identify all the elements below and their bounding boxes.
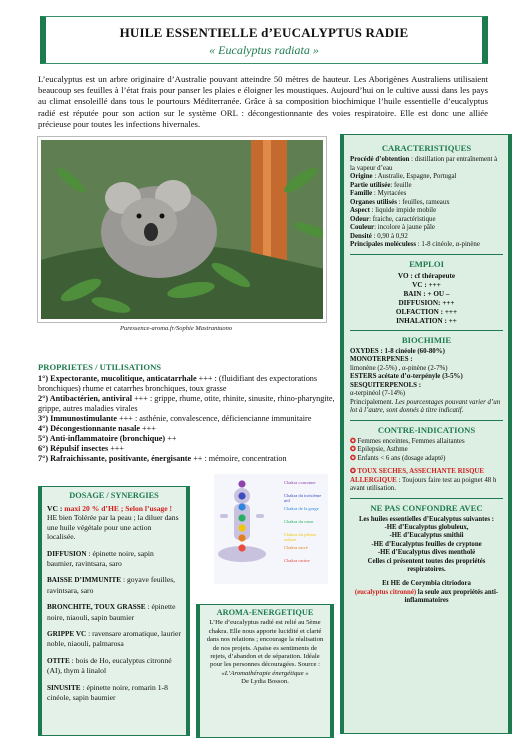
dosage-entry: GRIPPE VC : ravensare aromatique, laurier noble, niaouli, palmarosa xyxy=(47,629,181,649)
aroma-box xyxy=(196,604,334,738)
char-row: Famille : Myrtacées xyxy=(350,190,407,197)
aroma-author: De Lydia Bosson. xyxy=(241,678,289,686)
chakra-dot-crown xyxy=(238,480,245,487)
property-item: 3°) Immunostimulante +++ : asthénie, convalescence, déficiencianne immunitaire xyxy=(38,414,312,423)
dosage-entry: DIFFUSION : épinette noire, sapin baumier, ravintsara, saro xyxy=(47,548,154,569)
contra-list: ✪ Femmes enceintes, Femmes allaitantes ✪ Epilepsie, Asthme ✪ Enfants < 6 ans (dosage adapté) ✪ TOUX SECHES, ASSECHANTE RISQUE ALLERGIQUE : Toujours faire test au poignet 48 h avant utilisation. xyxy=(350,437,497,492)
property-item: 7°) Rafraichissante, positivante, énergisante ++ : mémoire, concentration xyxy=(38,454,287,463)
chakra-label: Chakra du plexus solaire xyxy=(284,532,317,542)
divider xyxy=(350,330,503,331)
chakra-label: Chakra du cœur xyxy=(284,519,314,524)
contra-heading: CONTRE-INDICATIONS xyxy=(377,424,476,435)
chakra-figure xyxy=(214,474,328,584)
confusion-list: Les huiles essentielles d’Eucalyptus suivantes : -HE d’Eucalyptus globuleux, -HE d’Eucalyptus smithii -HE d’Eucalyptus feuilles de cryptone -HE d’Eucalyptus dives mentholé Celles ci présentent toutes des propriétés respiratoires. Et HE de Corymbia citriodora (eucalyptus citronné) la seule aux propriétés anti-inflammatoires xyxy=(354,515,499,605)
aroma-text: L’He d’eucalyptus radié est relié au 5ème chakra. Elle nous apporte lucidité et clarté dans nos relations ; encourage la réalisation de nos projets. Apaise es sentiments de rejets, d’abandon et de séparation. Idéale pour les personnes découragées. Source : xyxy=(206,619,324,669)
dosage-entry: BRONCHITE, TOUX GRASSE : épinette noire, niaouli, sapin baumier xyxy=(47,602,176,622)
chakra-label: Chakra de la gorge xyxy=(284,506,319,511)
char-row: Aspect : liquide impide mobile xyxy=(350,207,437,214)
char-row: Procédé d’obtention : distillation par entraînement à la vapeur d’eau xyxy=(350,156,498,172)
property-item: 2°) Antibactérien, antiviral +++ : grippe, rhume, otite, rhinite, sinusite, rhino-pharyngite, grippe, autres maladies virales xyxy=(38,394,335,413)
char-row: Principales moléculess : 1-8 cinéole, α-pinène xyxy=(350,241,480,248)
property-item: 4°) Décongestionnante nasale +++ xyxy=(38,424,156,433)
dosage-heading: DOSAGE / SYNERGIES xyxy=(69,491,159,500)
title-box xyxy=(40,16,488,64)
chakra-label: Chakra sacré xyxy=(284,545,308,550)
properties-heading: PROPRIETES / UTILISATIONS xyxy=(38,362,162,372)
chakra-dot-sacral xyxy=(238,534,245,541)
divider xyxy=(350,498,503,499)
right-column xyxy=(340,134,512,734)
chakra-dot-throat xyxy=(238,503,245,510)
confusion-heading: NE PAS CONFONDRE AVEC xyxy=(370,502,483,513)
aroma-source: «L’Aromathérapie énergétique » xyxy=(221,669,309,677)
dosage-entry: SINUSITE : épinette noire, romarin 1-8 cinéole, sapin baumier xyxy=(47,682,168,703)
char-row: Densité : 0,90 à 0,92 xyxy=(350,232,408,240)
characteristics-list xyxy=(350,156,503,250)
char-row: Couleur: incolore à jaune pâle xyxy=(350,224,435,231)
chakra-dot-solar xyxy=(238,524,245,531)
dosage-entry: OTITE : bois de Ho, eucalyptus citronné (AI), thym à linalol xyxy=(47,655,172,676)
intro-paragraph: L’eucalyptus est un arbre originaire d’Australie pouvant atteindre 50 mètres de hauteur. Les Aborigènes Australiens utilisaient beaucoup ses feuilles à l’état frais pour panser les plaies e éloigner les moustiques. Aujourd’hui on le cultive aussi dans les pays au climat ensoleillé dans tous le pourtours Méditerranée. Grâce à sa composition biochimique l’huile essentielle d’eucalyptus radié est réputée pour son action sur le système ORL : décongestionnante des voies respiratoire. Elle est donc une alliée précieuse pour toutes les infections hivernales. xyxy=(38,74,488,129)
chakra-dot-heart xyxy=(238,514,245,521)
property-item: 6°) Répulsif insectes +++ xyxy=(38,444,125,453)
vc-note: VC : maxi 20 % d’HE ; Selon l’usage ! HE bien Tolérée par la peau ; la diluer dans une huile végétale pour une action localisée. xyxy=(47,504,179,542)
chakra-dot-third-eye xyxy=(238,492,245,499)
dosage-box xyxy=(38,486,190,736)
aroma-heading: AROMA-ENERGETIQUE xyxy=(216,608,314,617)
biochimie-list: OXYDES : 1-8 cinéole (60-80%) MONOTERPENES : limonène (2-5%) , α-pinène (2-7%) ESTERS acétate d’α-terpényle (3-5%) SESQUITERPENOLS : α-terpinéol (7-14%) Principalement. Les pourcentages pouvant varier d’un lot à l’autre, sont donnés à titre indicatif. xyxy=(350,347,501,414)
property-item: 1°) Expectorante, mucolitique, anticatarrhale +++ : (fluidifiant des expectorations bronchiques) rhume et catarrhes bronchiques, toux grasse xyxy=(38,374,318,393)
biochimie-heading: BIOCHIMIE xyxy=(401,334,452,345)
chakra-label: Chakra racine xyxy=(284,558,310,563)
latin-name: « Eucalyptus radiata » xyxy=(209,43,319,57)
divider xyxy=(350,420,503,421)
dosage-entry: BAISSE D’IMMUNITE : goyave feuilles, ravintsara, saro xyxy=(47,575,176,595)
chakra-diagram xyxy=(214,474,328,584)
char-row: Odeur: fraiche, caractéristique xyxy=(350,215,436,223)
koala-photo xyxy=(38,137,326,322)
divider xyxy=(350,254,503,255)
emploi-heading: EMPLOI xyxy=(409,258,444,269)
characteristics-heading: CARACTERISTIQUES xyxy=(381,143,472,153)
char-row: Partie utilisée: feuille xyxy=(350,181,412,189)
chakra-label: Chakra du troisième œil xyxy=(284,493,322,503)
emploi-list: VO : cf thérapeute VC : +++ BAIN : + OU – DIFFUSION: +++ OLFACTION : +++ INHALATION : ++ xyxy=(395,271,458,325)
chakra-dot-root xyxy=(238,544,245,551)
chakra-label: Chakra couronne xyxy=(284,480,316,485)
property-item: 5°) Anti-inflammatoire (bronchique) ++ xyxy=(38,434,177,443)
properties-section xyxy=(38,362,338,464)
page-title: HUILE ESSENTIELLE d’EUCALYPTUS RADIE xyxy=(119,25,409,40)
char-row: Organes utilisés : feuilles, rameaux xyxy=(350,198,450,206)
photo-credit: Puressence-aroma.fr/Sophie Mastrantuono xyxy=(120,325,233,332)
koala-illustration xyxy=(41,140,326,322)
char-row: Origine : Australie, Espagne, Portugal xyxy=(350,173,457,180)
